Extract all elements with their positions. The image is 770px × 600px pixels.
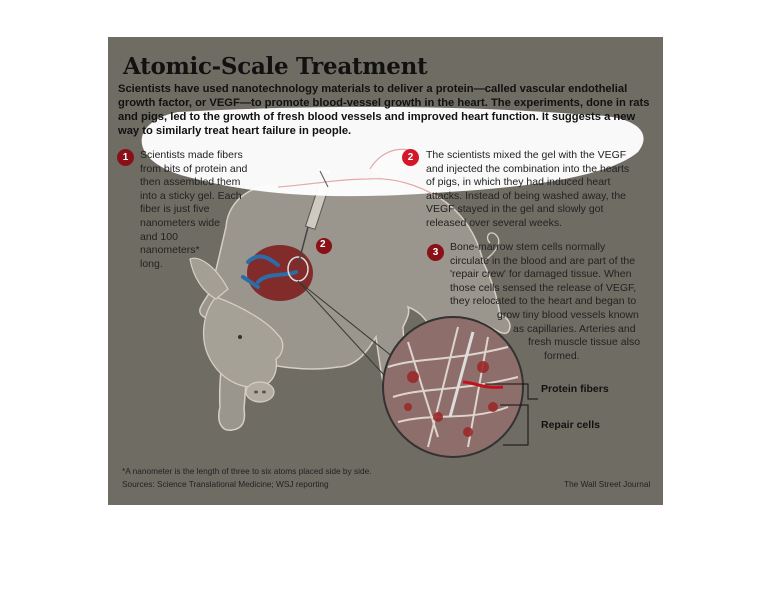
- protein-fibers-label: Protein fibers: [541, 383, 609, 395]
- step-2-line: released over several weeks.: [426, 216, 562, 229]
- step-1-line: then assembled them: [140, 176, 241, 189]
- intro-text: Scientists have used nanotechnology materials to deliver a protein—called vascular endothelial growth factor, or VEGF—to promote blood-vessel growth in the heart. The experiments, done in rats and pigs, led to the growth of fresh blood vessels and improved heart function. It suggests a new way to similarly treat heart failure in people.: [118, 83, 650, 137]
- step-3-line: they relocated to the heart and began to: [450, 295, 637, 308]
- step-1-line: long.: [140, 257, 163, 270]
- step-1-line: and 100: [140, 230, 178, 243]
- step-1-text: [140, 149, 247, 271]
- step-3-text: [450, 241, 650, 363]
- step-3-number: 3: [427, 244, 444, 261]
- diagram-marker-number: 2: [320, 239, 326, 250]
- step-3-line: grow tiny blood vessels known: [497, 308, 639, 321]
- step-1-line: Scientists made fibers: [140, 149, 243, 161]
- step-3-line: as capillaries. Arteries and: [513, 322, 636, 335]
- step-3-line: formed.: [544, 349, 580, 362]
- credit: The Wall Street Journal: [564, 479, 651, 489]
- page-title: Atomic-Scale Treatment: [123, 53, 428, 80]
- repair-cells-label: Repair cells: [541, 419, 600, 431]
- step-1-line: into a sticky gel. Each: [140, 189, 242, 202]
- step-2-line: VEGF stayed in the gel and slowly got: [426, 203, 604, 216]
- step-3-line: Bone-marrow stem cells normally: [450, 241, 606, 253]
- step-2-line: The scientists mixed the gel with the VEGF: [426, 149, 627, 161]
- pig-nostril: [254, 391, 258, 394]
- step-1-number: 1: [117, 149, 134, 166]
- step-1-line: fiber is just five: [140, 203, 210, 216]
- step-1-line: nanometers wide: [140, 216, 220, 229]
- pig-nostril: [262, 391, 266, 394]
- sources: Sources: Science Translational Medicine; WSJ reporting: [122, 479, 329, 489]
- step-2-line: and injected the combination into the hearts: [426, 162, 630, 175]
- step-2-line: of pigs, in which they had induced heart: [426, 176, 611, 189]
- step-3-line: circulate in the blood and are part of the: [450, 254, 636, 267]
- footnote: *A nanometer is the length of three to six atoms placed side by side.: [122, 466, 372, 476]
- step-1-line: from bits of protein and: [140, 162, 248, 175]
- step-2-line: attacks. Instead of being washed away, the: [426, 189, 627, 202]
- step-3-line: fresh muscle tissue also: [528, 336, 641, 349]
- infographic-panel: [108, 37, 663, 505]
- step-3-line: 'repair crew' for damaged tissue. When: [450, 268, 632, 281]
- pig-eye: [238, 335, 242, 339]
- step-1-line: nanometers*: [140, 244, 200, 257]
- step-3-line: those cells sensed the release of VEGF,: [450, 281, 637, 294]
- step-2-text: [426, 149, 629, 231]
- pig-snout: [246, 382, 274, 402]
- step-2-number: 2: [402, 149, 419, 166]
